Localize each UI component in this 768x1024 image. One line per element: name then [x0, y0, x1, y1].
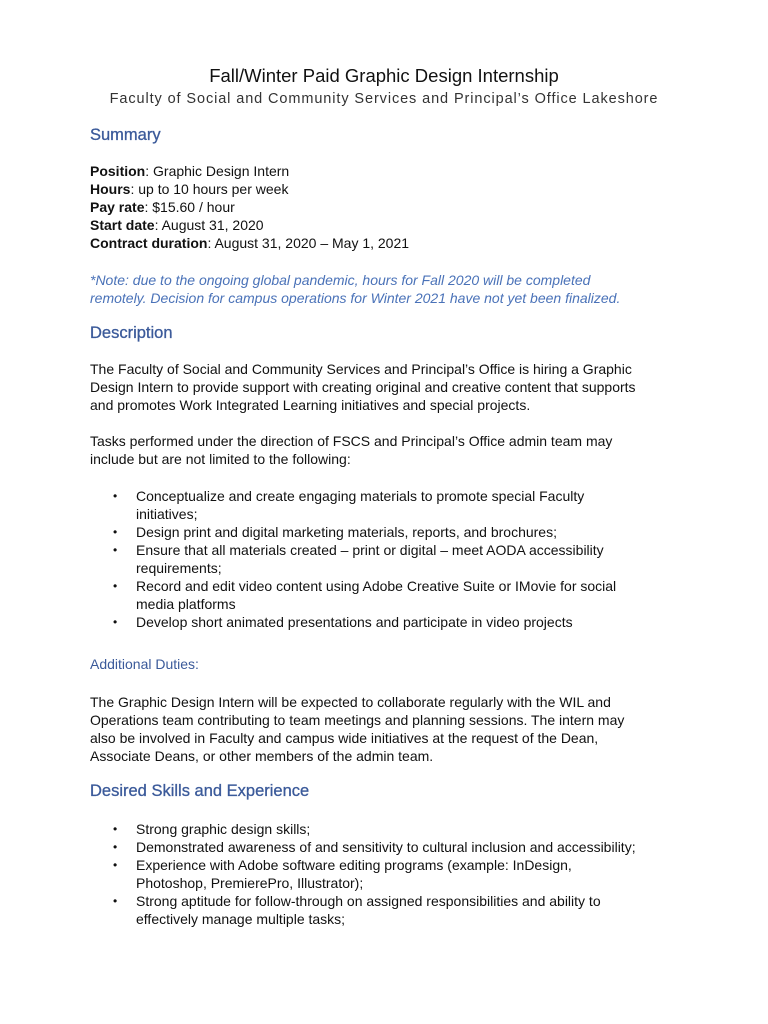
field-contract-duration: Contract duration: August 31, 2020 – May 1, 2021: [90, 235, 410, 251]
pandemic-note: *Note: due to the ongoing global pandemic, hours for Fall 2020 will be completed remotely. Decision for campus operations for Winter 2021 have not yet been finalized.: [90, 272, 621, 306]
additional-duties-heading: Additional Duties:: [90, 656, 199, 672]
list-item: • Strong graphic design skills;: [113, 821, 311, 837]
list-item: • Record and edit video content using Adobe Creative Suite or IMovie for social media platforms: [113, 578, 617, 612]
summary-fields: [90, 162, 690, 252]
skills-heading: Desired Skills and Experience: [90, 782, 310, 800]
description-heading: Description: [90, 324, 173, 342]
list-item: • Conceptualize and create engaging materials to promote special Faculty initiatives;: [113, 488, 585, 522]
document-subtitle: Faculty of Social and Community Services and Principal’s Office Lakeshore: [109, 91, 659, 107]
field-hours: Hours: up to 10 hours per week: [90, 181, 289, 197]
field-position: Position: Graphic Design Intern: [90, 163, 290, 179]
additional-duties-paragraph: The Graphic Design Intern will be expected to collaborate regularly with the WIL and Operations team contributing to team meetings and planning sessions. The intern may also be involved in Faculty and campus wide initiatives at the request of the Dean, Associate Deans, or other members of the admin team.: [90, 694, 625, 764]
list-item: • Develop short animated presentations and participate in video projects: [113, 614, 573, 630]
tasks-list: [90, 487, 690, 631]
list-item: • Experience with Adobe software editing programs (example: InDesign, Photoshop, PremierePro, Illustrator);: [113, 857, 572, 891]
list-item: • Design print and digital marketing materials, reports, and brochures;: [113, 524, 557, 540]
field-start-date: Start date: August 31, 2020: [90, 217, 264, 233]
list-item: • Demonstrated awareness of and sensitivity to cultural inclusion and accessibility;: [113, 839, 636, 855]
list-item: • Strong aptitude for follow-through on assigned responsibilities and ability to effectively manage multiple tasks;: [113, 893, 601, 927]
summary-heading: Summary: [90, 126, 161, 144]
field-pay-rate: Pay rate: $15.60 / hour: [90, 199, 235, 215]
description-paragraph-1: The Faculty of Social and Community Services and Principal’s Office is hiring a Graphic Design Intern to provide support with creating original and creative content that supports and promotes Work Integrated Learning initiatives and special projects.: [90, 361, 636, 413]
list-item: • Ensure that all materials created – print or digital – meet AODA accessibility requirements;: [113, 542, 604, 576]
document-title: Fall/Winter Paid Graphic Design Internship: [209, 65, 559, 86]
description-paragraph-2: Tasks performed under the direction of FSCS and Principal’s Office admin team may include but are not limited to the following:: [90, 433, 613, 467]
skills-list: [90, 820, 690, 928]
